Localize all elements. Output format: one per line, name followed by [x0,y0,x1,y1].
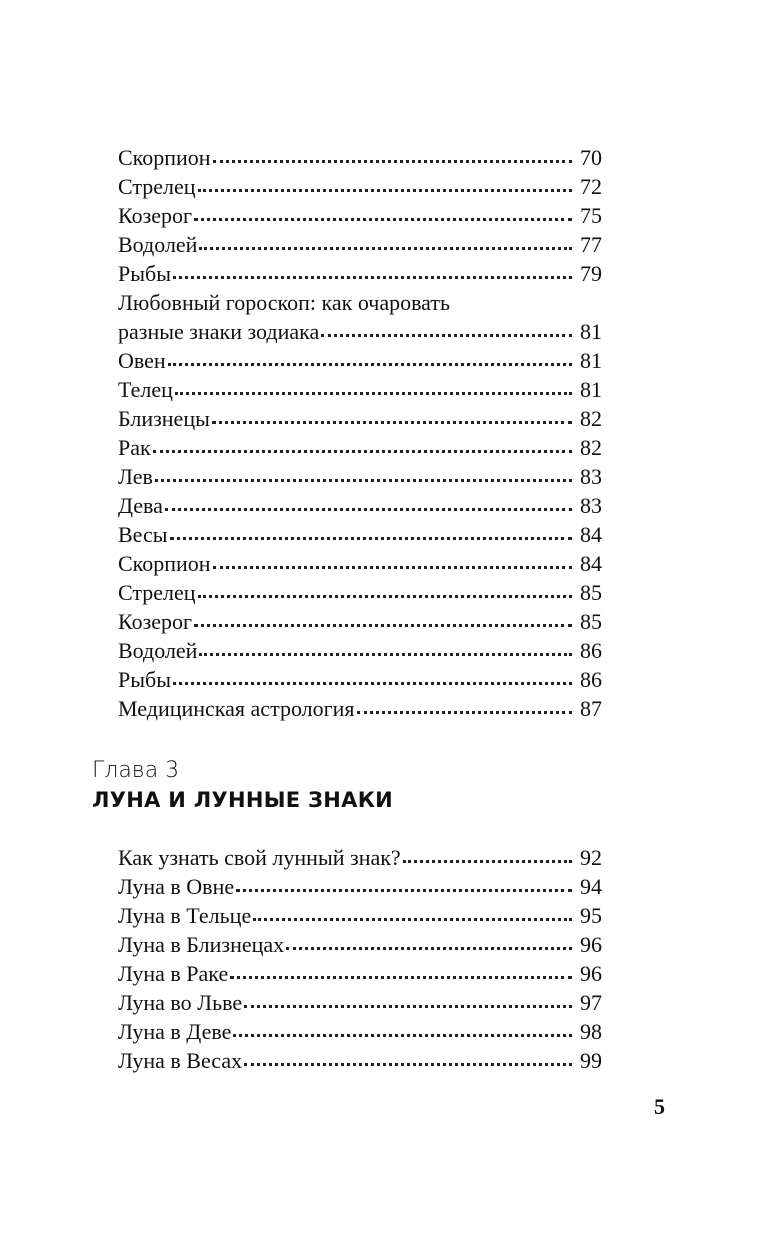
toc-entry [118,872,602,901]
toc-entry-page: 86 [580,667,602,692]
dot-leader [286,943,572,950]
dot-leader [168,359,572,366]
dot-leader [198,591,572,598]
toc-entry [118,259,602,288]
toc-entry-title: Рыбы [118,261,171,286]
toc-entry-page: 81 [580,377,602,402]
dot-leader [199,649,572,656]
toc-entry [118,930,602,959]
toc-entry-page: 83 [580,493,602,518]
toc-entry-title: Козерог [118,203,193,228]
toc-entry-title: Близнецы [118,406,210,431]
toc-entry-page: 84 [580,551,602,576]
toc-entry-page: 81 [580,319,602,344]
toc-entry [118,491,602,520]
toc-entry [118,143,602,172]
dot-leader [175,388,572,395]
toc-entry-page: 98 [580,1019,602,1044]
toc-entry [118,959,602,988]
dot-leader [244,1059,572,1066]
toc-entry-title: Овен [118,348,166,373]
toc-entry [118,288,602,317]
toc-entry-page: 85 [580,580,602,605]
toc-entry-page: 86 [580,638,602,663]
dot-leader [321,330,572,337]
dot-leader [213,156,572,163]
dot-leader [170,533,572,540]
toc-entry-title: Луна в Овне [118,874,235,899]
dot-leader [199,243,572,250]
toc-entry-title: Водолей [118,232,198,257]
toc-entry [118,665,602,694]
toc-entry-title: Луна в Весах [118,1048,243,1073]
toc-entry-page: 85 [580,609,602,634]
dot-leader [357,707,572,714]
dot-leader [403,856,572,863]
toc-entry-title: Дева [118,493,163,518]
toc-entry-title: Телец [118,377,173,402]
toc-entry-title: Рыбы [118,667,171,692]
toc-entry [118,172,602,201]
toc-entry [118,520,602,549]
toc-entry-title: Как узнать свой лунный знак? [118,845,401,870]
dot-leader [244,1001,572,1008]
toc-entry [118,988,602,1017]
toc-entry-page: 82 [580,406,602,431]
dot-leader [155,475,572,482]
toc-entry [118,636,602,665]
toc-entry [118,201,602,230]
toc-entry-page: 70 [580,145,602,170]
toc-entry [118,1046,602,1075]
toc-entry [118,433,602,462]
toc-entry-page: 84 [580,522,602,547]
chapter-label: Глава 3 [92,758,180,783]
dot-leader [236,885,572,892]
toc-list-top [118,143,602,723]
toc-entry-title: Стрелец [118,174,196,199]
toc-entry-title: Любовный гороскоп: как очаровать [118,290,451,315]
dot-leader [173,272,572,279]
toc-entry [118,375,602,404]
toc-entry [118,549,602,578]
toc-entry-page: 83 [580,464,602,489]
toc-entry-title: Козерог [118,609,193,634]
toc-entry [118,404,602,433]
dot-leader [230,972,572,979]
toc-entry-page: 87 [580,696,602,721]
toc-entry-title: Водолей [118,638,198,663]
toc-entry [118,346,602,375]
toc-entry [118,1017,602,1046]
toc-entry [118,694,602,723]
toc-entry-title: Медицинская астрология [118,696,355,721]
toc-entry-page: 75 [580,203,602,228]
toc-entry-page: 81 [580,348,602,373]
dot-leader [253,914,572,921]
toc-entry-title: Рак [118,435,151,460]
toc-entry-page: 92 [580,845,602,870]
toc-entry-page: 99 [580,1048,602,1073]
toc-entry-page: 72 [580,174,602,199]
toc-entry [118,462,602,491]
toc-entry-page: 95 [580,903,602,928]
toc-entry-title: Луна в Близнецах [118,932,285,957]
toc-entry-title: Луна во Льве [118,990,243,1015]
toc-entry-title: Лев [118,464,153,489]
toc-entry-page: 79 [580,261,602,286]
dot-leader [153,446,572,453]
toc-entry-title: Скорпион [118,551,211,576]
dot-leader [198,185,572,192]
toc-entry [118,230,602,259]
toc-entry-title: Луна в Деве [118,1019,232,1044]
toc-entry [118,843,602,872]
toc-entry-page: 97 [580,990,602,1015]
dot-leader [194,214,572,221]
toc-entry [118,578,602,607]
toc-entry-title: разные знаки зодиака [118,319,320,344]
chapter-title: ЛУНА И ЛУННЫЕ ЗНАКИ [92,788,394,812]
toc-entry-title: Скорпион [118,145,211,170]
toc-entry [118,901,602,930]
toc-list-chapter [118,843,602,1075]
toc-entry [118,317,602,346]
page-number: 5 [654,1094,665,1119]
toc-entry [118,607,602,636]
dot-leader [233,1030,572,1037]
dot-leader [212,417,572,424]
toc-entry-page: 96 [580,961,602,986]
toc-entry-title: Луна в Раке [118,961,229,986]
toc-entry-title: Стрелец [118,580,196,605]
toc-entry-page: 77 [580,232,602,257]
dot-leader [194,620,572,627]
toc-entry-page: 94 [580,874,602,899]
toc-entry-title: Луна в Тельце [118,903,252,928]
dot-leader [173,678,572,685]
toc-entry-page: 96 [580,932,602,957]
dot-leader [213,562,572,569]
toc-entry-title: Весы [118,522,168,547]
toc-entry-page: 82 [580,435,602,460]
dot-leader [165,504,572,511]
